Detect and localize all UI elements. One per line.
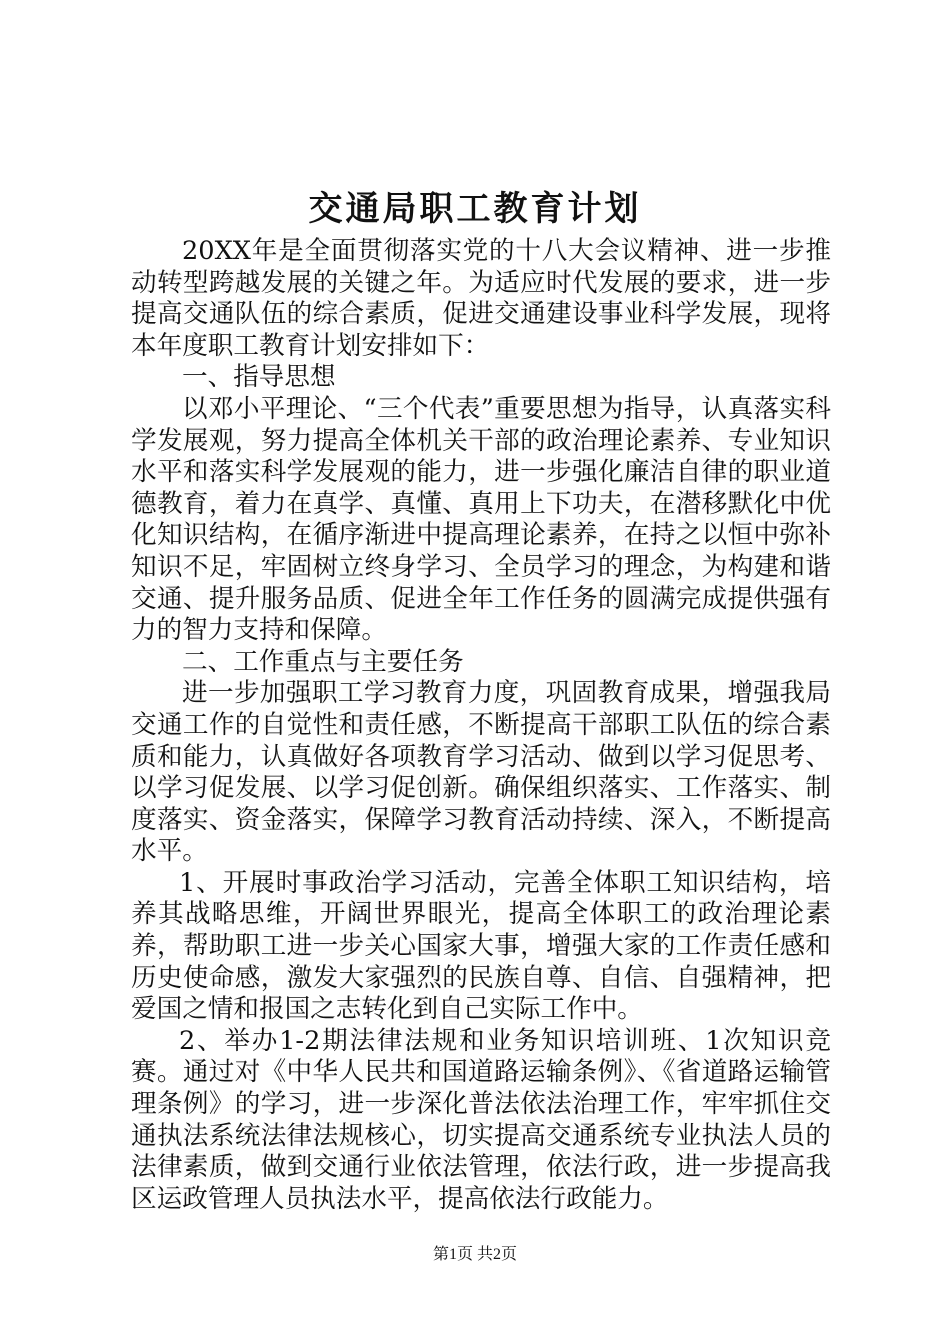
section-heading-key-tasks: 二、工作重点与主要任务: [182, 646, 464, 677]
task-item-1: 1、开展时事政治学习活动，完善全体职工知识结构，培养其战略思维，开阔世界眼光，提高全体职工的政治理论素养，帮助职工进一步关心国家大事，增强大家的工作责任感和历史使命感，激发大家强烈的民族自尊、自信、自强精神，把爱国之情和报国之志转化到自己实际工作中。: [131, 867, 831, 1025]
section-heading-guiding-ideology: 一、指导思想: [182, 362, 336, 393]
key-tasks-paragraph: 进一步加强职工学习教育力度，巩固教育成果，增强我局交通工作的自觉性和责任感，不断提高干部职工队伍的综合素质和能力，认真做好各项教育学习活动、做到以学习促思考、以学习促发展、以学习促创新。确保组织落实、工作落实、制度落实、资金落实，保障学习教育活动持续、深入，不断提高水平。: [131, 678, 831, 867]
intro-paragraph: 20XX年是全面贯彻落实党的十八大会议精神、进一步推动转型跨越发展的关键之年。为适应时代发展的要求，进一步提高交通队伍的综合素质，促进交通建设事业科学发展，现将本年度职工教育计划安排如下：: [131, 236, 831, 361]
document-body: [131, 236, 831, 1215]
task-item-2: 2、举办1-2期法律法规和业务知识培训班、1次知识竞赛。通过对《中华人民共和国道路运输条例》、《省道路运输管理条例》的学习，进一步深化普法依法治理工作，牢牢抓住交通执法系统法律法规核心，切实提高交通系统专业执法人员的法律素质，做到交通行业依法管理，依法行政，进一步提高我区运政管理人员执法水平，提高依法行政能力。: [131, 1025, 831, 1214]
guiding-ideology-paragraph: 以邓小平理论、“三个代表”重要思想为指导，认真落实科学发展观，努力提高全体机关干部的政治理论素养、专业知识水平和落实科学发展观的能力，进一步强化廉洁自律的职业道德教育，着力在真学、真懂、真用上下功夫，在潜移默化中优化知识结构，在循序渐进中提高理论素养，在持之以恒中弥补知识不足，牢固树立终身学习、全员学习的理念，为构建和谐交通、提升服务品质、促进全年工作任务的圆满完成提供强有力的智力支持和保障。: [131, 393, 831, 646]
document-title: 交通局职工教育计划: [308, 189, 642, 229]
page-number-footer: 第1页 共2页: [432, 1246, 517, 1263]
